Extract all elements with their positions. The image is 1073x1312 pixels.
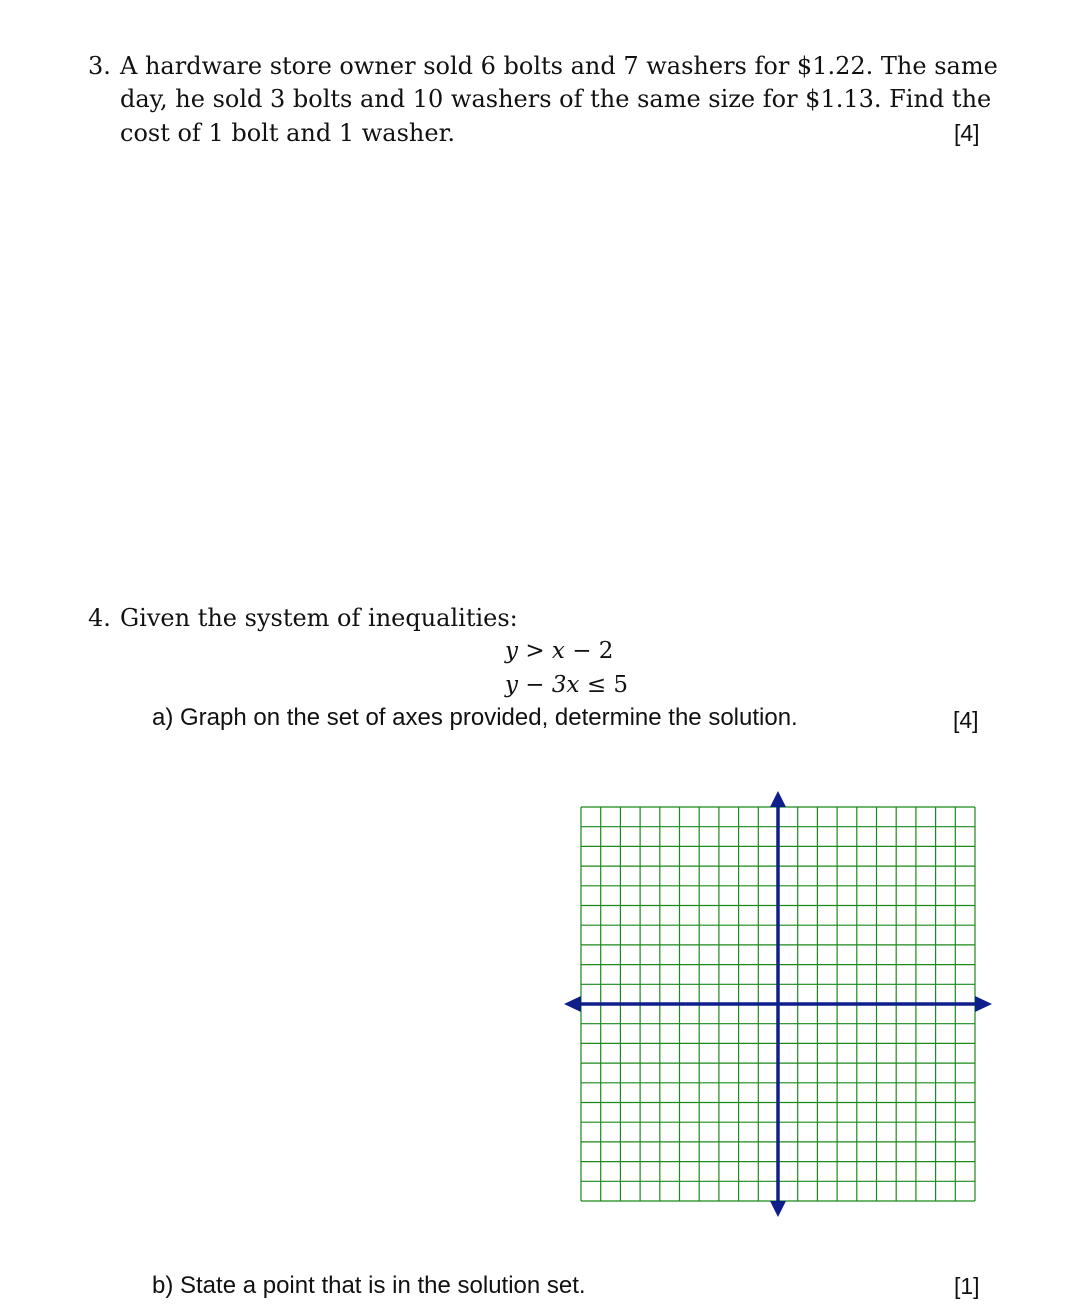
q4-number: 4.	[88, 604, 111, 632]
ineq2-lhs: y − 3x	[505, 672, 580, 698]
q4-part-a-marks: [4]	[953, 707, 979, 733]
q4-intro: Given the system of inequalities:	[120, 604, 518, 632]
inequality-2	[505, 672, 628, 698]
q3-marks: [4]	[954, 120, 980, 146]
coordinate-grid[interactable]	[560, 788, 1000, 1224]
y-axis-arrow-up-icon	[770, 791, 786, 807]
y-axis-arrow-down-icon	[770, 1201, 786, 1217]
q3-line1: A hardware store owner sold 6 bolts and 7 washers for $1.22. The same	[120, 52, 998, 80]
q4-part-a: a) Graph on the set of axes provided, determine the solution.	[152, 704, 798, 731]
ineq2-rhs: 5	[613, 672, 629, 698]
ineq1-lhs: y	[505, 638, 518, 664]
q4-part-b-marks: [1]	[954, 1273, 980, 1299]
q3-line3: cost of 1 bolt and 1 washer.	[120, 119, 456, 147]
q3-line2: day, he sold 3 bolts and 10 washers of the same size for $1.13. Find the	[120, 85, 992, 113]
ineq1-rhs-var: x	[551, 638, 565, 664]
axes	[564, 791, 992, 1217]
ineq2-op: ≤	[586, 672, 607, 698]
ineq1-op: >	[525, 638, 545, 664]
x-axis-arrow-left-icon	[564, 996, 581, 1012]
q3-number: 3.	[88, 52, 111, 80]
x-axis-arrow-right-icon	[975, 996, 992, 1012]
q4-part-b: b) State a point that is in the solution set.	[152, 1272, 586, 1299]
ineq1-rhs-rest: − 2	[572, 638, 614, 664]
inequality-1	[505, 638, 613, 664]
